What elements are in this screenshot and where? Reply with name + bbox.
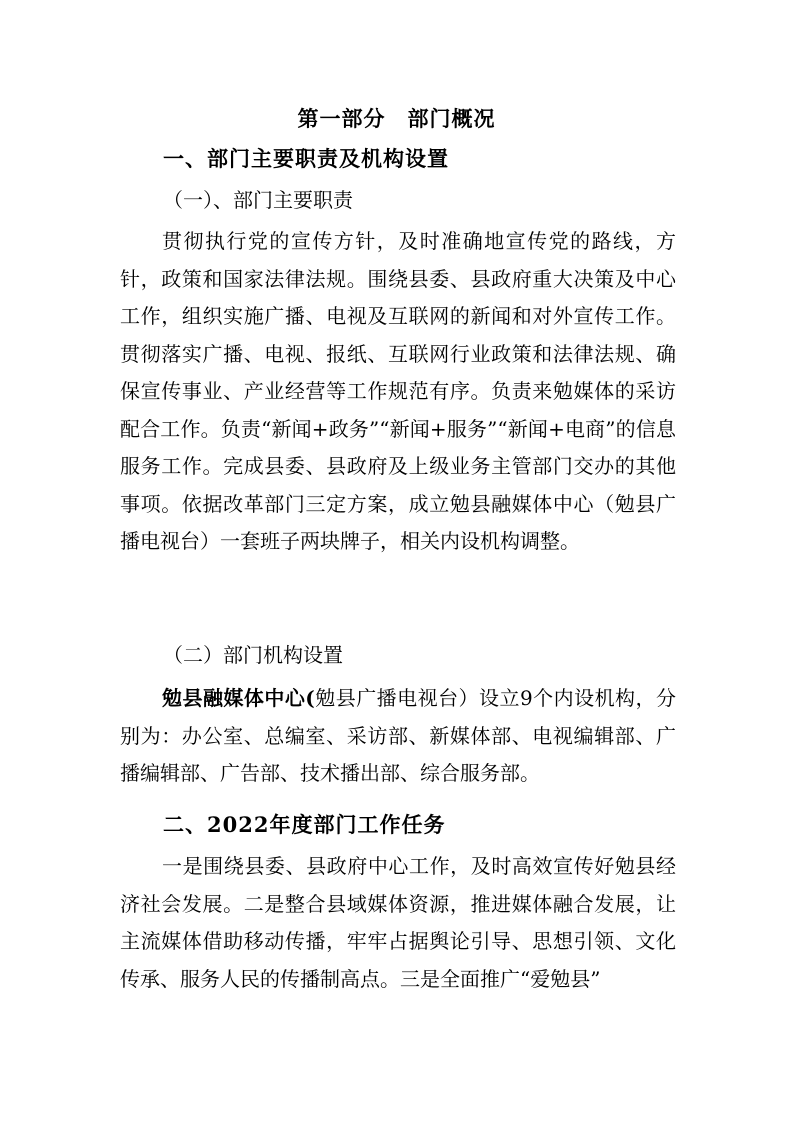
structure-description: 勉县广播电视台）设立9个内设机构，分别为：办公室、总编室、采访部、新媒体部、电视编辑部、广播编辑部、广告部、技术播出部、综合服务部。 xyxy=(120,686,676,785)
organization-name: 勉县融媒体中心( xyxy=(162,686,315,710)
subsection-heading-duties: （一）、部门主要职责 xyxy=(163,188,353,212)
paragraph-duties: 贯彻执行党的宣传方针，及时准确地宣传党的路线，方针，政策和国家法律法规。围绕县委、县政府重大决策及中心工作，组织实施广播、电视及互联网的新闻和对外宣传工作。贯彻落实广播、电视、报纸、互联网行业政策和法律法规、确保宣传事业、产业经营等工作规范有序。负责来勉媒体的采访配合工作。负责“新闻+政务”“新闻+服务”“新闻+电商”的信息服务工作。完成县委、县政府及上级业务主管部门交办的其他事项。依据改革部门三定方案，成立勉县融媒体中心（勉县广播电视台）一套班子两块牌子，相关内设机构调整。 xyxy=(120,229,676,553)
page-title: 第一部分 部门概况 xyxy=(297,106,496,131)
section-heading-tasks: 二、2022年度部门工作任务 xyxy=(163,812,446,837)
section-heading-responsibilities: 一、部门主要职责及机构设置 xyxy=(163,146,449,171)
paragraph-structure xyxy=(120,680,676,793)
subsection-heading-structure: （二）部门机构设置 xyxy=(163,643,343,667)
paragraph-tasks: 一是围绕县委、县政府中心工作，及时高效宣传好勉县经济社会发展。二是整合县域媒体资源，推进媒体融合发展，让主流媒体借助移动传播，牢牢占据舆论引导、思想引领、文化传承、服务人民的传播制高点。三是全面推广“爱勉县” xyxy=(120,854,676,991)
